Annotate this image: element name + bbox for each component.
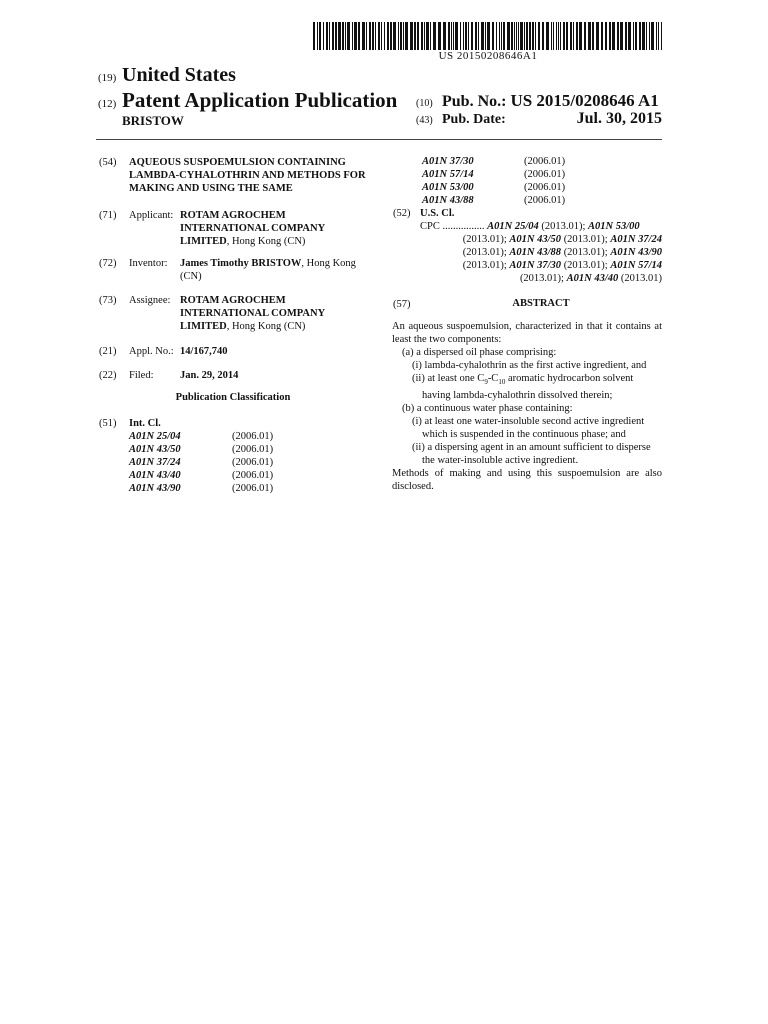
cpc-code: A01N 37/30 [509,260,562,271]
classification-row [129,482,274,495]
type-tag: (12) [98,98,117,110]
classification-version: (2006.01) [524,169,566,180]
abstract-item-b-ii-cont: the water-insoluble active ingredient. [422,455,579,467]
country-tag: (19) [98,72,117,84]
filed-label: Filed: [129,370,154,381]
a-ii-sub1: 9 [484,378,488,387]
assignee-value [180,294,365,333]
filed-code: (22) [99,370,117,381]
appl-label: Appl. No.: [129,346,174,357]
pub-number: US 2015/0208646 A1 [510,91,659,110]
pub-date-line [416,112,662,128]
invention-title: AQUEOUS SUSPOEMULSION CONTAINING LAMBDA-CYHALOTHRIN AND METHODS FOR MAKING AND USING THE SAME [129,157,366,194]
abstract-item-a: (a) a dispersed oil phase comprising: [402,347,557,358]
cpc-code: A01N 43/50 [509,234,562,245]
abstract-closing: Methods of making and using this suspoemulsion are also disclosed. [392,468,662,493]
classification-row [129,456,274,469]
cpc-version: (2013.01); [561,234,611,245]
abstract-item-b-ii: (ii) a dispersing agent in an amount sufficient to disperse [412,442,651,454]
applicant-location: , Hong Kong (CN) [226,236,306,247]
pubdate-tag: (43) [416,115,433,126]
publication-classification-heading: Publication Classification [175,392,291,403]
int-cl-label: Int. Cl. [129,418,161,429]
classification-code: A01N 57/14 [422,169,474,180]
publication-type: Patent Application Publication [122,88,398,112]
classification-code: A01N 53/00 [422,182,474,193]
cpc-line [420,233,662,246]
cpc-version: (2013.01); [462,260,510,271]
classification-code: A01N 43/88 [422,195,474,206]
classification-row [422,194,566,207]
applicant-code: (71) [99,210,117,221]
pub-number-line [416,91,659,111]
cpc-code: A01N 37/24 [610,234,662,245]
appl-number: 14/167,740 [180,346,228,357]
inventor-name: James Timothy BRISTOW [180,258,302,269]
cpc-version: (2013.01); [561,247,611,258]
header-rule [96,139,662,140]
inventor-location: , Hong Kong (CN) [180,258,356,282]
country-heading [98,64,236,87]
inventor-label: Inventor: [129,258,168,269]
title-code: (54) [99,157,117,168]
inventor-short: BRISTOW [122,113,184,128]
assignee-location: , Hong Kong (CN) [226,321,306,332]
classification-code: A01N 25/04 [129,431,181,442]
classification-row [422,168,566,181]
assignee-label: Assignee: [129,295,171,306]
classification-code: A01N 37/30 [422,156,474,167]
cpc-version: (2013.01); [538,221,589,232]
pub-date: Jul. 30, 2015 [576,110,662,127]
abstract-heading: ABSTRACT [512,298,570,309]
classification-version: (2006.01) [232,444,274,455]
applicant-name: ROTAM AGROCHEM INTERNATIONAL COMPANY LIMITED [180,210,325,247]
country: United States [122,64,236,86]
cpc-classification [420,220,662,285]
classification-row [129,443,274,456]
abstract-item-b-i-cont: which is suspended in the continuous phase; and [422,429,626,441]
abstract-item-b: (b) a continuous water phase containing: [402,403,573,415]
abstract-item-a-ii-cont: having lambda-cyhalothrin dissolved therein; [422,390,613,402]
classification-version: (2006.01) [524,156,566,167]
pubno-tag: (10) [416,98,433,109]
assignee-name: ROTAM AGROCHEM INTERNATIONAL COMPANY LIMITED [180,295,325,332]
classification-row [129,469,274,482]
filed-date: Jan. 29, 2014 [180,370,239,381]
cpc-version: (2013.01); [462,247,510,258]
cpc-version: (2013.01); [462,234,510,245]
cpc-line [420,220,662,233]
classification-version: (2006.01) [524,182,566,193]
cpc-code: A01N 25/04 [487,221,539,232]
classification-version: (2006.01) [232,431,274,442]
classification-version: (2006.01) [232,457,274,468]
classification-row [422,155,566,168]
inventor-value [180,257,375,283]
barcode-number: US 20150208646A1 [438,50,538,62]
classification-code: A01N 43/40 [129,470,181,481]
cpc-line [420,259,662,272]
a-ii-mid: -C [487,373,499,384]
classification-row [129,430,274,443]
inventor-code: (72) [99,258,117,269]
classification-version: (2006.01) [232,470,274,481]
cpc-version: (2013.01); [519,273,567,284]
int-cl-code: (51) [99,418,117,429]
publication-type-heading [98,88,397,113]
classification-version: (2006.01) [232,483,274,494]
applicant-label: Applicant: [129,210,174,221]
cpc-version: (2013.01); [561,260,611,271]
classification-code: A01N 37/24 [129,457,181,468]
classification-code: A01N 43/50 [129,444,181,455]
applicant-value [180,209,365,248]
us-cl-code: (52) [393,208,411,219]
cpc-prefix: CPC ................ [420,221,485,232]
us-cl-label: U.S. Cl. [420,208,455,219]
pubdate-label: Pub. Date: [442,112,506,127]
a-ii-pre: (ii) at least one C [412,373,485,384]
appl-code: (21) [99,346,117,357]
a-ii-sub2: 10 [498,378,506,387]
cpc-line [420,272,662,285]
abstract-intro: An aqueous suspoemulsion, characterized in that it contains at least the two components: [392,321,662,345]
cpc-version: (2013.01) [618,273,662,284]
cpc-code: A01N 57/14 [610,260,662,271]
abstract-body [392,320,662,493]
pubno-label: Pub. No.: [442,93,507,110]
classification-code: A01N 43/90 [129,483,181,494]
cpc-code: A01N 43/88 [509,247,562,258]
abstract-code: (57) [393,299,411,310]
cpc-code: A01N 53/00 [588,221,640,232]
assignee-code: (73) [99,295,117,306]
barcode [313,22,663,50]
cpc-code: A01N 43/40 [566,273,619,284]
classification-row [422,181,566,194]
abstract-item-a-i: (i) lambda-cyhalothrin as the first active ingredient, and [412,360,647,371]
cpc-code: A01N 43/90 [610,247,662,258]
abstract-item-b-i: (i) at least one water-insoluble second active ingredient [412,416,645,428]
a-ii-post: aromatic hydrocarbon solvent [505,373,634,384]
abstract-item-a-ii [392,372,662,389]
classification-version: (2006.01) [524,195,566,206]
cpc-line [420,246,662,259]
